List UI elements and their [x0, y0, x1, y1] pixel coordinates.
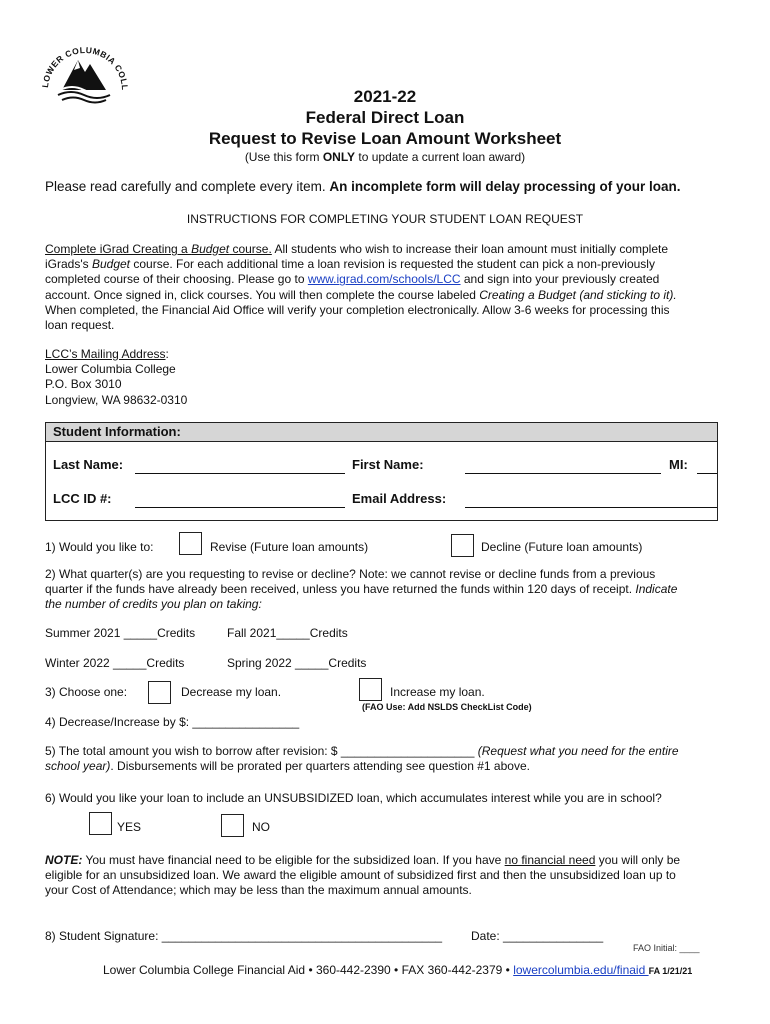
decrease-label: Decrease my loan.: [181, 685, 282, 699]
q6-text: 6) Would you like your loan to include an UNSUBSIDIZED loan, which accumulates interest while you are in school?: [45, 791, 662, 805]
student-info-header: Student Information:: [46, 423, 717, 442]
form-year: 2021-22: [353, 87, 417, 106]
finaid-link[interactable]: lowercolumbia.edu/finaid: [513, 963, 649, 977]
svg-text:LOWER COLUMBIA COLLEGE: LOWER COLUMBIA COLL: [40, 44, 130, 91]
spring-credits: Spring 2022 _____Credits: [227, 656, 367, 670]
fao-initial: FAO Initial: ____: [633, 943, 700, 953]
lcc-id-field[interactable]: [135, 507, 345, 508]
revise-label: Revise (Future loan amounts): [210, 540, 369, 554]
last-name-label: Last Name:: [53, 457, 124, 472]
subsidized-note: NOTE: You must have financial need to be eligible for the subsidized loan. If you have no financial need you will only be eligible for an unsubsidized loan. We award the eligible amount of subsidized first and then the unsubsidized loan up to your Cost of Attendance; which may be less than the maximum annual amounts.: [45, 853, 681, 898]
decline-label: Decline (Future loan amounts): [481, 540, 643, 554]
lcc-id-label: LCC ID #:: [53, 491, 112, 506]
winter-credits: Winter 2022 _____Credits: [45, 656, 185, 670]
intro-text: Please read carefully and complete every item. An incomplete form will delay processing of your loan.: [45, 179, 681, 194]
first-name-field[interactable]: [465, 473, 661, 474]
increase-label: Increase my loan.: [390, 685, 485, 699]
q1-text: 1) Would you like to:: [45, 540, 154, 554]
form-title: Federal Direct Loan: [305, 108, 465, 127]
igrad-link[interactable]: www.igrad.com/schools/LCC: [307, 272, 461, 287]
signature-field[interactable]: 8) Student Signature: __________________________________________: [45, 929, 443, 943]
fall-credits: Fall 2021_____Credits: [227, 626, 348, 640]
instructions-paragraph: Complete iGrad Creating a Budget course. All students who wish to increase their loan amount must initially complete iGrads's Budget course. For each additional time a loan revision is requested the student can pick a non-previously completed course of their choosing. Please go to www.igrad.com/schools/LCC and sign into your previously created account. Once signed in, click courses. You will then complete the course labeled Creating a Budget (and sticking to it). When completed, the Financial Aid Office will verify your completion electronically. Allow 3-6 weeks for processing this loan request.: [45, 242, 677, 333]
form-subtitle: Request to Revise Loan Amount Worksheet: [208, 129, 562, 148]
increase-checkbox[interactable]: [359, 678, 382, 701]
mi-field[interactable]: [697, 473, 717, 474]
q2-text: 2) What quarter(s) are you requesting to revise or decline? Note: we cannot revise or decline funds from a previous quarter if the funds have already been received, unless you have returned the funds within 120 days of receipt. Indicate the number of credits you plan on taking:: [45, 567, 678, 612]
mi-label: MI:: [669, 457, 688, 472]
no-label: NO: [252, 820, 270, 834]
yes-checkbox[interactable]: [89, 812, 112, 835]
date-field[interactable]: Date: _______________: [471, 929, 604, 943]
no-checkbox[interactable]: [221, 814, 244, 837]
first-name-label: First Name:: [352, 457, 424, 472]
yes-label: YES: [117, 820, 142, 834]
decrease-checkbox[interactable]: [148, 681, 171, 704]
email-field[interactable]: [465, 507, 717, 508]
q3-text: 3) Choose one:: [45, 685, 128, 699]
use-note: (Use this form ONLY to update a current loan award): [244, 150, 526, 164]
mailing-address: LCC’s Mailing Address: Lower Columbia College P.O. Box 3010 Longview, WA 98632-0310: [45, 347, 188, 407]
fao-nslds-note: (FAO Use: Add NSLDS CheckList Code): [362, 702, 532, 712]
q4-text: 4) Decrease/Increase by $: ________________: [45, 715, 300, 729]
summer-credits: Summer 2021 _____Credits: [45, 626, 196, 640]
email-label: Email Address:: [352, 491, 447, 506]
last-name-field[interactable]: [135, 473, 345, 474]
revise-checkbox[interactable]: [179, 532, 202, 555]
footer: Lower Columbia College Financial Aid • 360-442-2390 • FAX 360-442-2379 • lowercolumbia.edu/finaid FA 1/21/21: [103, 963, 693, 977]
decline-checkbox[interactable]: [451, 534, 474, 557]
q5-text: 5) The total amount you wish to borrow after revision: $ ____________________ (Request what you need for the entire school year). Disbursements will be prorated per quarters attending see question #1 above.: [45, 744, 679, 774]
instructions-heading: INSTRUCTIONS FOR COMPLETING YOUR STUDENT LOAN REQUEST: [186, 212, 584, 226]
